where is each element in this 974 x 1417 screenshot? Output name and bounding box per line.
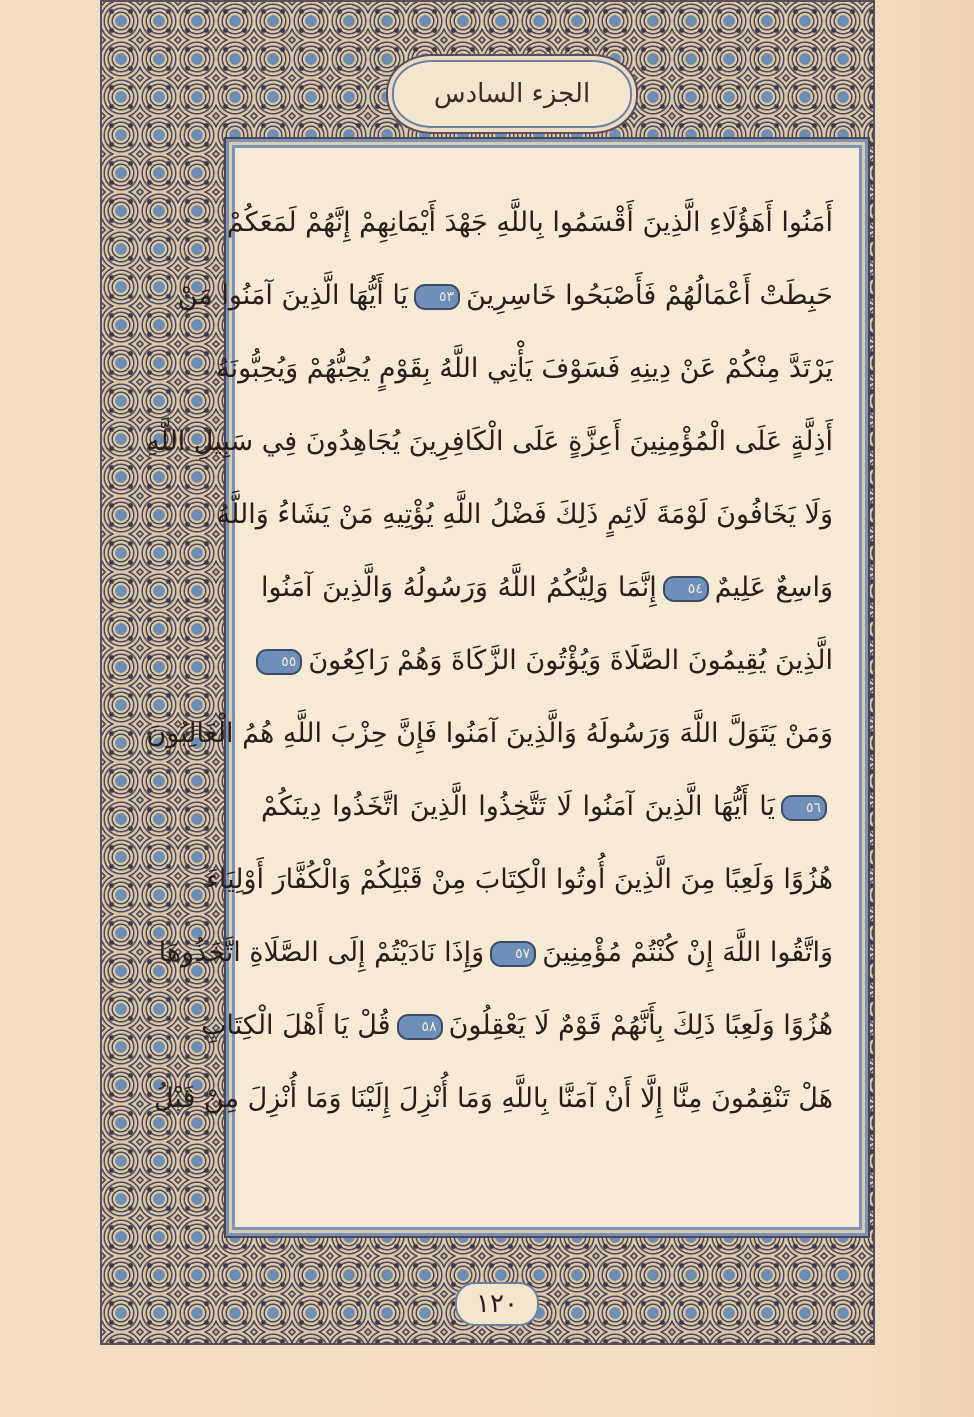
- text-line-1: [226, 186, 833, 259]
- ayah-number-marker: ٥٨: [397, 1014, 443, 1040]
- line-text: يَرْتَدَّ مِنْكُمْ عَنْ دِينِهِ فَسَوْفَ يَأْتِي اللَّهُ بِقَوْمٍ يُحِبُّهُمْ وَيُحِبُّونَهُ: [216, 353, 833, 384]
- line-text-after: يَا أَيُّهَا الَّذِينَ آمَنُوا لَا تَتَّخِذُوا الَّذِينَ اتَّخَذُوا دِينَكُمْ: [261, 791, 775, 822]
- line-text: الَّذِينَ يُقِيمُونَ الصَّلَاةَ وَيُؤْتُونَ الزَّكَاةَ وَهُمْ رَاكِعُونَ: [308, 645, 833, 676]
- text-line-4: [146, 405, 833, 478]
- text-line-7: [261, 624, 833, 697]
- juz-title: الجزء السادس: [433, 79, 591, 109]
- line-text: أَذِلَّةٍ عَلَى الْمُؤْمِنِينَ أَعِزَّةٍ عَلَى الْكَافِرِينَ يُجَاهِدُونَ فِي سَبِيلِ اللَّهِ: [146, 426, 833, 457]
- line-text: أَمَنُوا أَهَؤُلَاءِ الَّذِينَ أَقْسَمُوا بِاللَّهِ جَهْدَ أَيْمَانِهِمْ إِنَّهُمْ لَمَعَكُمْ: [226, 207, 833, 238]
- text-line-8: [146, 697, 833, 770]
- text-line-12: [201, 989, 833, 1062]
- text-line-10: [206, 843, 833, 916]
- line-text: وَلَا يَخَافُونَ لَوْمَةَ لَائِمٍ ذَلِكَ فَضْلُ اللَّهِ يُؤْتِيهِ مَنْ يَشَاءُ وَاللَّهُ: [216, 499, 833, 530]
- verse-text-panel: [146, 145, 862, 1230]
- line-text: هُزُوًا وَلَعِبًا مِنَ الَّذِينَ أُوتُوا الْكِتَابَ مِنْ قَبْلِكُمْ وَالْكُفَّارَ أَوْلِيَاءَ: [206, 864, 833, 895]
- juz-header-cartouche: [392, 60, 632, 128]
- ayah-number-marker: ٥٣: [414, 284, 460, 310]
- text-line-2: [177, 259, 833, 332]
- ayah-number-marker: ٥٧: [490, 941, 536, 967]
- text-line-9: [261, 770, 833, 843]
- line-text-after: يَا أَيُّهَا الَّذِينَ آمَنُوا مَنْ: [177, 280, 409, 311]
- line-text: وَمَنْ يَتَوَلَّ اللَّهَ وَرَسُولَهُ وَالَّذِينَ آمَنُوا فَإِنَّ حِزْبَ اللَّهِ هُمُ الْغَالِبُونَ: [146, 718, 833, 749]
- line-text-after: قُلْ يَا أَهْلَ الْكِتَابِ: [201, 1010, 391, 1041]
- line-text-after: وَإِذَا نَادَيْتُمْ إِلَى الصَّلَاةِ اتَّخَذُوهَا: [158, 937, 485, 968]
- line-text: هَلْ تَنْقِمُونَ مِنَّا إِلَّا أَنْ آمَنَّا بِاللَّهِ وَمَا أُنْزِلَ إِلَيْنَا وَمَا أُنْزِلَ مِنْ قَبْلُ: [153, 1083, 833, 1114]
- text-line-5: [216, 478, 833, 551]
- page-number-cartouche: [455, 1282, 539, 1326]
- line-text: حَبِطَتْ أَعْمَالُهُمْ فَأَصْبَحُوا خَاسِرِينَ: [466, 280, 833, 311]
- line-text: وَاتَّقُوا اللَّهَ إِنْ كُنْتُمْ مُؤْمِنِينَ: [542, 937, 833, 968]
- line-text: وَاسِعٌ عَلِيمٌ: [714, 572, 833, 603]
- line-text: هُزُوًا وَلَعِبًا ذَلِكَ بِأَنَّهُمْ قَوْمٌ لَا يَعْقِلُونَ: [448, 1010, 833, 1041]
- line-text-after: إِنَّمَا وَلِيُّكُمُ اللَّهُ وَرَسُولُهُ وَالَّذِينَ آمَنُوا: [261, 572, 657, 603]
- text-line-6: [261, 551, 833, 624]
- text-line-13: [153, 1062, 833, 1135]
- ayah-number-marker: ٥٥: [256, 649, 302, 675]
- text-line-11: [158, 916, 833, 989]
- ayah-number-marker: ٥٤: [663, 576, 709, 602]
- page-number: ١٢٠: [476, 1289, 518, 1319]
- ayah-number-marker: ٥٦: [781, 795, 827, 821]
- text-line-3: [216, 332, 833, 405]
